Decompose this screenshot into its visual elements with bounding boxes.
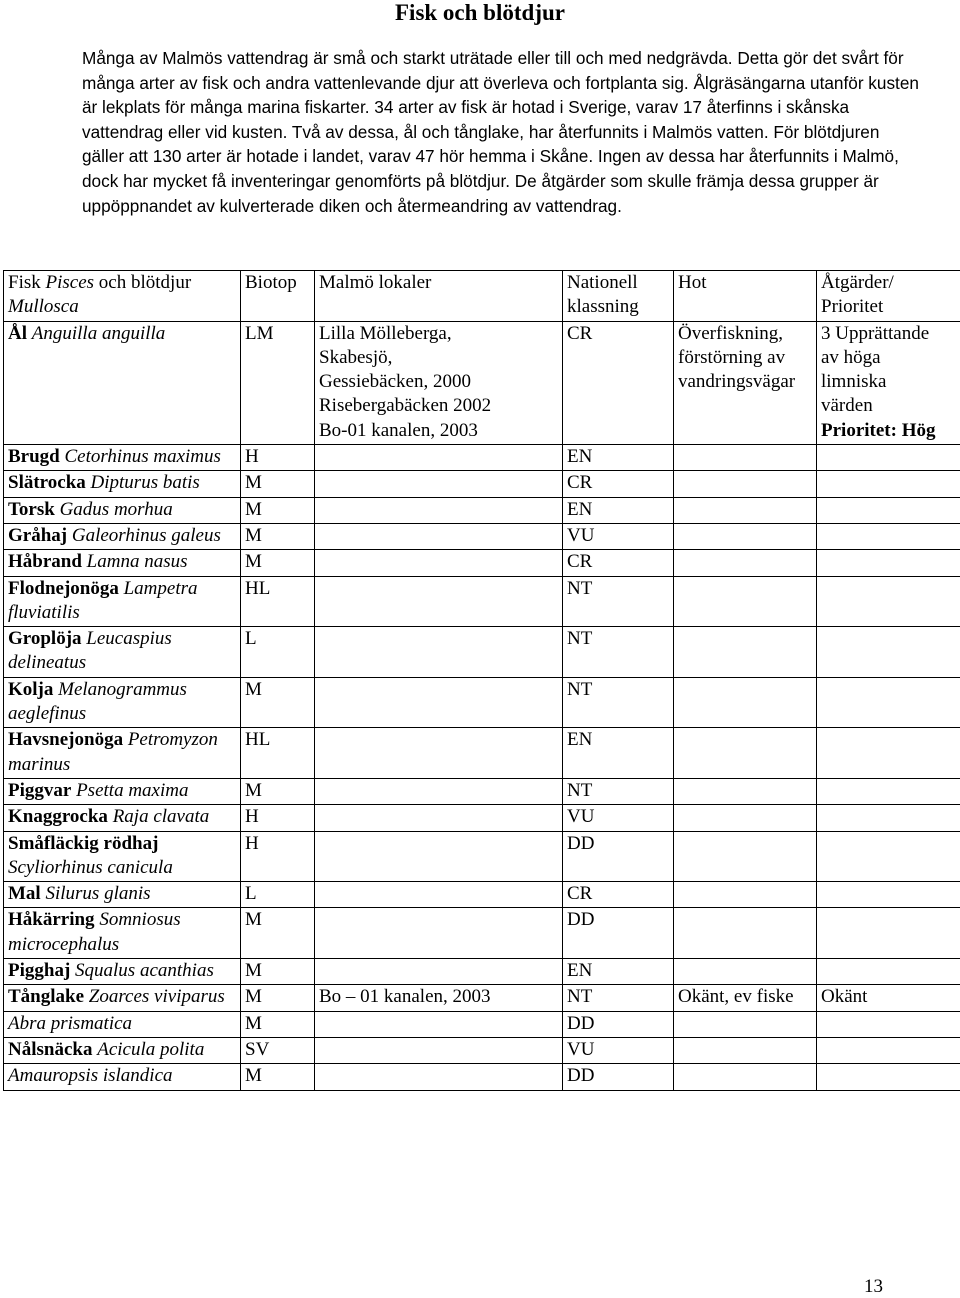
hot-cell (674, 497, 817, 523)
atgarder-cell (817, 523, 960, 549)
header-klassning: Nationell klassning (563, 271, 674, 322)
scientific-name: Dipturus batis (91, 472, 200, 493)
species-cell (4, 1064, 241, 1090)
lokaler-cell (315, 445, 563, 471)
biotop-cell: SV (241, 1037, 315, 1063)
swedish-name: Håkärring (8, 909, 95, 930)
species-cell (4, 959, 241, 985)
species-cell: Ål Anguilla anguilla (4, 321, 241, 444)
species-cell (4, 677, 241, 728)
table-row (4, 576, 960, 627)
klassning-cell: NT (563, 677, 674, 728)
species-cell (4, 627, 241, 678)
atgarder-cell: Okänt (817, 985, 960, 1011)
scientific-name: Galeorhinus galeus (72, 525, 221, 546)
atgarder-cell (817, 831, 960, 882)
intro-paragraph: Många av Malmös vattendrag är små och starkt uträtade eller till och med nedgrävda. Detta gör det svårt för många arter av fisk och andra vattenlevande djur att överleva och fortplanta sig. Ålgräsängarna utanför kusten är lekplats för många marina fiskarter. 34 arter av fisk är hotad i Sverige, varav 17 återfinns i skånska vattendrag eller vid kusten. Två av dessa, ål och tånglake, har återfunnits i Malmös vatten. För blötdjuren gäller att 130 arter är hotade i landet, varav 47 hör hemma i Skåne. Ingen av dessa har återfunnits i Malmö, dock har mycket få inventeringar genomförts på blötdjur. De åtgärder som skulle främja dessa grupper är uppöppnandet av kulverterade diken och återmeandring av vattendrag. (82, 46, 922, 218)
klassning-cell: NT (563, 576, 674, 627)
hot-cell (674, 908, 817, 959)
atgarder-cell (817, 627, 960, 678)
swedish-name: Pigghaj (8, 960, 70, 981)
lokaler-cell: Lilla Mölleberga, Skabesjö, Gessiebäcken, 2000 Risebergabäcken 2002 Bo-01 kanalen, 2003 (315, 321, 563, 444)
klassning-cell: DD (563, 908, 674, 959)
atgarder-cell (817, 677, 960, 728)
hot-cell (674, 1064, 817, 1090)
species-cell (4, 1037, 241, 1063)
klassning-cell: CR (563, 550, 674, 576)
klassning-cell: EN (563, 959, 674, 985)
biotop-cell: M (241, 550, 315, 576)
klassning-cell: EN (563, 728, 674, 779)
species-cell (4, 471, 241, 497)
lokaler-cell (315, 728, 563, 779)
lokaler-cell (315, 959, 563, 985)
atgarder-cell (817, 805, 960, 831)
table-row (4, 523, 960, 549)
page-title: Fisk och blötdjur (0, 0, 960, 26)
species-cell (4, 985, 241, 1011)
atgarder-cell (817, 471, 960, 497)
lokaler-cell (315, 677, 563, 728)
table-row (4, 1064, 960, 1090)
swedish-name: Havsnejonöga (8, 729, 123, 750)
biotop-cell: LM (241, 321, 315, 444)
table-row (4, 497, 960, 523)
lokaler-cell (315, 1011, 563, 1037)
atgarder-cell (817, 1037, 960, 1063)
biotop-cell: M (241, 523, 315, 549)
species-cell (4, 445, 241, 471)
lokaler-cell (315, 627, 563, 678)
table-row (4, 321, 960, 444)
scientific-name: Amauropsis islandica (8, 1065, 173, 1086)
atgarder-cell (817, 1011, 960, 1037)
table-row (4, 677, 960, 728)
biotop-cell: M (241, 497, 315, 523)
scientific-name: Silurus glanis (45, 883, 150, 904)
scientific-name: Leucaspius delineatus (8, 628, 172, 673)
atgarder-cell: 3 Upprättande av höga limniska värden Prioritet: Hög (817, 321, 960, 444)
lokaler-cell (315, 550, 563, 576)
hot-cell (674, 728, 817, 779)
hot-cell (674, 471, 817, 497)
klassning-cell: CR (563, 882, 674, 908)
table-row (4, 985, 960, 1011)
biotop-cell: HL (241, 728, 315, 779)
page-number: 13 (864, 1276, 883, 1298)
klassning-cell: VU (563, 523, 674, 549)
atgarder-cell (817, 1064, 960, 1090)
species-cell (4, 523, 241, 549)
species-cell (4, 908, 241, 959)
hot-cell (674, 805, 817, 831)
header-atgarder: Åtgärder/ Prioritet (817, 271, 960, 322)
species-cell (4, 778, 241, 804)
swedish-name: Knaggrocka (8, 806, 108, 827)
lokaler-cell (315, 497, 563, 523)
atgarder-cell (817, 445, 960, 471)
table-row (4, 778, 960, 804)
biotop-cell: M (241, 1064, 315, 1090)
klassning-cell: DD (563, 831, 674, 882)
biotop-cell: H (241, 831, 315, 882)
atgarder-cell (817, 728, 960, 779)
scientific-name: Melanogrammus aeglefinus (8, 679, 187, 724)
swedish-name: Piggvar (8, 780, 71, 801)
table-row (4, 908, 960, 959)
table-row (4, 550, 960, 576)
atgarder-cell (817, 908, 960, 959)
scientific-name: Somniosus microcephalus (8, 909, 181, 954)
lokaler-cell (315, 576, 563, 627)
lokaler-cell (315, 908, 563, 959)
atgarder-cell (817, 882, 960, 908)
lokaler-cell (315, 778, 563, 804)
swedish-name: Flodnejonöga (8, 578, 119, 599)
biotop-cell: M (241, 677, 315, 728)
species-table (3, 270, 960, 1091)
species-cell (4, 882, 241, 908)
atgarder-cell (817, 497, 960, 523)
scientific-name: Lamna nasus (87, 551, 188, 572)
species-cell (4, 576, 241, 627)
klassning-cell: CR (563, 471, 674, 497)
scientific-name: Squalus acanthias (75, 960, 214, 981)
lokaler-cell (315, 1064, 563, 1090)
swedish-name: Kolja (8, 679, 53, 700)
biotop-cell: HL (241, 576, 315, 627)
hot-cell (674, 882, 817, 908)
swedish-name: Nålsnäcka (8, 1039, 92, 1060)
lokaler-cell (315, 831, 563, 882)
biotop-cell: M (241, 985, 315, 1011)
klassning-cell: DD (563, 1011, 674, 1037)
lokaler-cell (315, 882, 563, 908)
hot-cell (674, 677, 817, 728)
biotop-cell: M (241, 471, 315, 497)
biotop-cell: M (241, 908, 315, 959)
table-row (4, 882, 960, 908)
swedish-name: Torsk (8, 499, 55, 520)
klassning-cell: VU (563, 1037, 674, 1063)
species-cell (4, 831, 241, 882)
species-cell (4, 497, 241, 523)
atgarder-cell (817, 778, 960, 804)
klassning-cell: NT (563, 985, 674, 1011)
swedish-name: Groplöja (8, 628, 82, 649)
hot-cell (674, 959, 817, 985)
klassning-cell: NT (563, 627, 674, 678)
hot-cell (674, 831, 817, 882)
biotop-cell: H (241, 805, 315, 831)
swedish-name: Småfläckig rödhaj (8, 833, 158, 854)
klassning-cell: VU (563, 805, 674, 831)
scientific-name: Raja clavata (113, 806, 210, 827)
biotop-cell: M (241, 959, 315, 985)
hot-cell (674, 1037, 817, 1063)
klassning-cell: EN (563, 497, 674, 523)
header-hot: Hot (674, 271, 817, 322)
lokaler-cell (315, 471, 563, 497)
table-row (4, 1037, 960, 1063)
atgarder-cell (817, 959, 960, 985)
header-lokaler: Malmö lokaler (315, 271, 563, 322)
swedish-name: Gråhaj (8, 525, 67, 546)
hot-cell (674, 576, 817, 627)
species-cell (4, 728, 241, 779)
scientific-name: Abra prismatica (8, 1013, 132, 1034)
hot-cell (674, 1011, 817, 1037)
swedish-name: Brugd (8, 446, 60, 467)
lokaler-cell: Bo – 01 kanalen, 2003 (315, 985, 563, 1011)
scientific-name: Psetta maxima (76, 780, 188, 801)
swedish-name: Håbrand (8, 551, 82, 572)
hot-cell (674, 778, 817, 804)
biotop-cell: L (241, 627, 315, 678)
table-row (4, 728, 960, 779)
lokaler-cell (315, 805, 563, 831)
header-species: Fisk Pisces och blötdjur Mullosca (4, 271, 241, 322)
scientific-name: Petromyzon marinus (8, 729, 218, 774)
table-row (4, 805, 960, 831)
hot-cell (674, 627, 817, 678)
swedish-name: Tånglake (8, 986, 84, 1007)
swedish-name: Slätrocka (8, 472, 86, 493)
swedish-name: Mal (8, 883, 41, 904)
klassning-cell: EN (563, 445, 674, 471)
lokaler-cell (315, 523, 563, 549)
table-row (4, 471, 960, 497)
atgarder-cell (817, 550, 960, 576)
table-row (4, 959, 960, 985)
hot-cell: Överfiskning, förstörning av vandringsvägar (674, 321, 817, 444)
lokaler-cell (315, 1037, 563, 1063)
biotop-cell: H (241, 445, 315, 471)
biotop-cell: L (241, 882, 315, 908)
atgarder-cell (817, 576, 960, 627)
scientific-name: Scyliorhinus canicula (8, 857, 173, 878)
biotop-cell: M (241, 778, 315, 804)
scientific-name: Zoarces viviparus (89, 986, 225, 1007)
header-biotop: Biotop (241, 271, 315, 322)
hot-cell (674, 550, 817, 576)
klassning-cell: NT (563, 778, 674, 804)
table-row (4, 1011, 960, 1037)
scientific-name: Gadus morhua (60, 499, 173, 520)
species-cell (4, 550, 241, 576)
klassning-cell: CR (563, 321, 674, 444)
scientific-name: Lampetra fluviatilis (8, 578, 198, 623)
klassning-cell: DD (563, 1064, 674, 1090)
hot-cell: Okänt, ev fiske (674, 985, 817, 1011)
species-cell (4, 805, 241, 831)
hot-cell (674, 523, 817, 549)
table-row (4, 831, 960, 882)
scientific-name: Cetorhinus maximus (65, 446, 221, 467)
species-cell (4, 1011, 241, 1037)
table-row (4, 627, 960, 678)
hot-cell (674, 445, 817, 471)
biotop-cell: M (241, 1011, 315, 1037)
scientific-name: Acicula polita (97, 1039, 204, 1060)
table-row (4, 445, 960, 471)
table-header-row (4, 271, 960, 322)
